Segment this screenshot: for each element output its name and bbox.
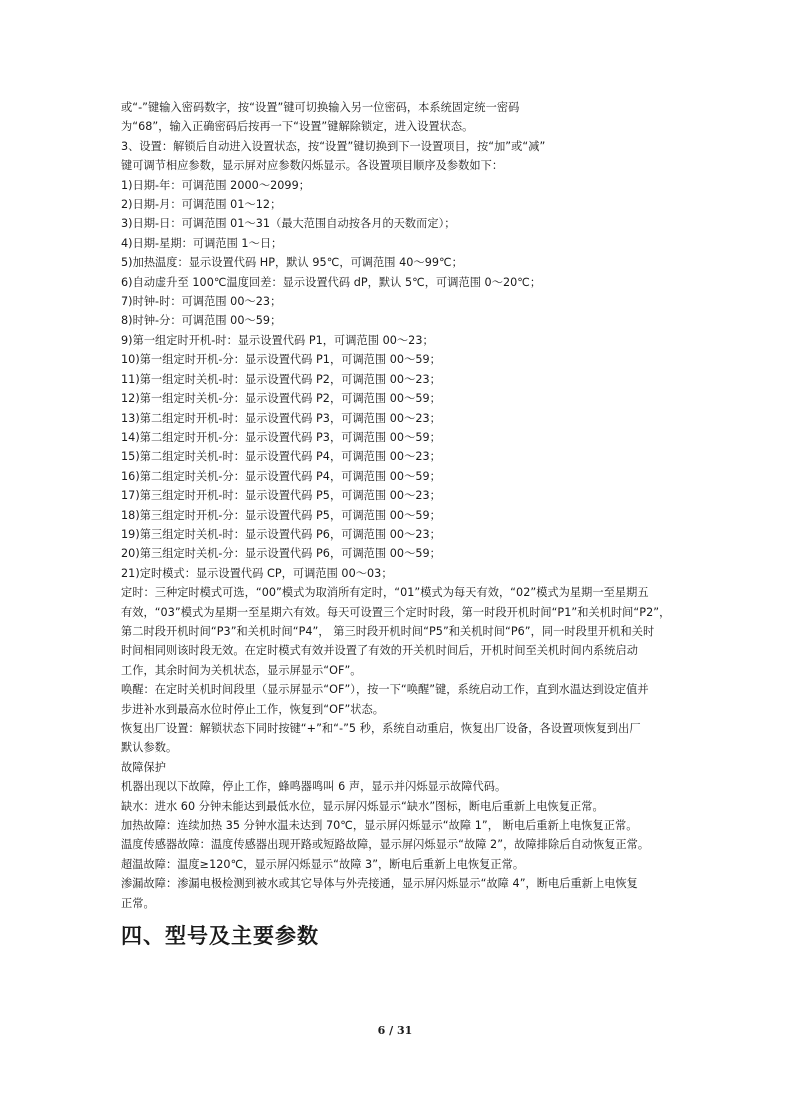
- text-line: 有效，“03”模式为星期一至星期六有效。每天可设置三个定时时段，第一时段开机时间“P1”和关机时间“P2”，: [121, 605, 671, 619]
- text-line: 14)第二组定时开机-分：显示设置代码 P3，可调范围 00～59；: [121, 430, 441, 444]
- text-line: 唤醒：在定时关机时间段里（显示屏显示“OF”），按一下“唤醒”键，系统启动工作，直到水温达到设定值并: [121, 683, 649, 697]
- text-line: 3、设置：解锁后自动进入设置状态，按“设置”键切换到下一设置项目，按“加”或“减”: [121, 139, 546, 153]
- text-line: 机器出现以下故障，停止工作，蜂鸣器鸣叫 6 声，显示并闪烁显示故障代码。: [121, 780, 507, 794]
- text-line: 为“68”，输入正确密码后按再一下“设置”键解除锁定，进入设置状态。: [121, 120, 474, 134]
- page-number: 6 / 31: [377, 1024, 413, 1037]
- text-line: 9)第一组定时开机-时：显示设置代码 P1，可调范围 00～23；: [121, 333, 434, 347]
- text-line: 恢复出厂设置：解锁状态下同时按键“+”和“-”5 秒，系统自动重启，恢复出厂设备，各设置项恢复到出厂: [121, 722, 641, 735]
- section-heading: 四、型号及主要参数: [121, 924, 319, 949]
- text-line: 18)第三组定时开机-分：显示设置代码 P5，可调范围 00～59；: [121, 508, 441, 522]
- text-line: 第二时段开机时间“P3”和关机时间“P4”， 第三时段开机时间“P5”和关机时间“P6”，同一时段里开机和关时: [121, 624, 655, 638]
- text-line: 时间相同则该时段无效。在定时模式有效并设置了有效的开关机时间后，开机时间至关机时间内系统启动: [121, 644, 638, 658]
- text-line: 工作，其余时间为关机状态，显示屏显示“OF”。: [121, 663, 362, 677]
- text-line: 17)第三组定时开机-时：显示设置代码 P5，可调范围 00～23；: [121, 489, 441, 503]
- text-line: 13)第二组定时开机-时：显示设置代码 P3，可调范围 00～23；: [121, 411, 441, 425]
- text-line: 6)自动虚升至 100℃温度回差：显示设置代码 dP，默认 5℃，可调范围 0～20℃；: [121, 275, 542, 289]
- text-line: 加热故障：连续加热 35 分钟水温未达到 70℃，显示屏闪烁显示“故障 1”， 断电后重新上电恢复正常。: [121, 819, 638, 833]
- text-line: 故障保护: [121, 760, 166, 774]
- text-line: 1)日期-年：可调范围 2000～2099；: [121, 178, 310, 192]
- text-line: 温度传感器故障：温度传感器出现开路或短路故障，显示屏闪烁显示“故障 2”，故障排除后自动恢复正常。: [121, 838, 650, 852]
- text-line: 缺水：进水 60 分钟未能达到最低水位，显示屏闪烁显示“缺水”图标，断电后重新上电恢复正常。: [121, 799, 604, 813]
- text-line: 8)时钟-分：可调范围 00～59；: [121, 314, 282, 328]
- text-line: 21)定时模式：显示设置代码 CP，可调范围 00～03；: [121, 566, 393, 580]
- text-line: 11)第一组定时关机-时：显示设置代码 P2，可调范围 00～23；: [121, 372, 441, 386]
- text-line: 10)第一组定时开机-分：显示设置代码 P1，可调范围 00～59；: [121, 353, 441, 367]
- text-line: 19)第三组定时关机-时：显示设置代码 P6，可调范围 00～23；: [121, 527, 441, 541]
- document-body: [121, 98, 681, 951]
- text-line: 正常。: [121, 896, 155, 910]
- text-line: 16)第二组定时关机-分：显示设置代码 P4，可调范围 00～59；: [121, 469, 441, 483]
- text-line: 3)日期-日：可调范围 01～31（最大范围自动按各月的天数而定）；: [121, 217, 456, 231]
- text-line: 步进补水到最高水位时停止工作，恢复到“OF”状态。: [121, 702, 385, 716]
- text-line: 20)第三组定时关机-分：显示设置代码 P6，可调范围 00～59；: [121, 547, 441, 561]
- text-line: 5)加热温度：显示设置代码 HP，默认 95℃，可调范围 40～99℃；: [121, 256, 463, 270]
- text-line: 定时：三种定时模式可选，“00”模式为取消所有定时，“01”模式为每天有效，“02”模式为星期一至星期五: [121, 586, 649, 600]
- text-lines: [121, 98, 681, 913]
- text-line: 2)日期-月：可调范围 01～12；: [121, 198, 282, 212]
- text-line: 12)第一组定时关机-分：显示设置代码 P2，可调范围 00～59；: [121, 392, 441, 406]
- text-line: 15)第二组定时关机-时：显示设置代码 P4，可调范围 00～23；: [121, 450, 441, 464]
- text-line: 4)日期-星期：可调范围 1～日；: [121, 236, 283, 250]
- text-line: 7)时钟-时：可调范围 00～23；: [121, 295, 282, 309]
- text-line: 键可调节相应参数，显示屏对应参数闪烁显示。各设置项目顺序及参数如下：: [121, 159, 504, 173]
- text-line: 超温故障：温度≥120℃，显示屏闪烁显示“故障 3”，断电后重新上电恢复正常。: [121, 857, 525, 871]
- text-line: 默认参数。: [121, 741, 178, 755]
- text-line: 或“-”键输入密码数字，按“设置”键可切换输入另一位密码，本系统固定统一密码: [121, 101, 520, 114]
- text-line: 渗漏故障：渗漏电极检测到被水或其它导体与外壳接通，显示屏闪烁显示“故障 4”，断电后重新上电恢复: [121, 877, 638, 891]
